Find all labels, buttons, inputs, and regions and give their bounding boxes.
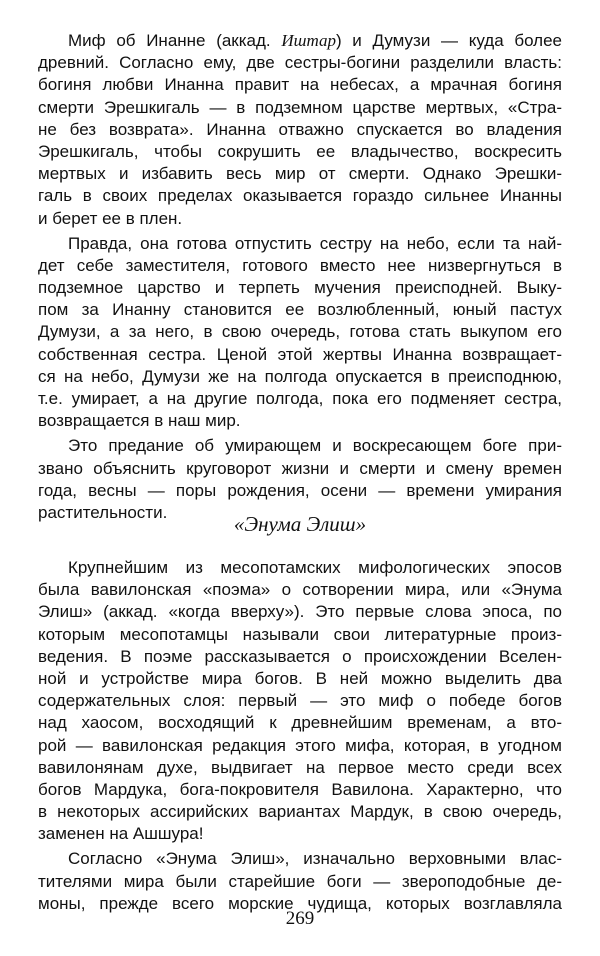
text-line: возвращается в наш мир. xyxy=(38,411,241,431)
text-line: содержательных слоя: первый — это миф о победе богов xyxy=(38,691,562,711)
text-line: заменен на Ашшура! xyxy=(38,824,204,844)
paragraph xyxy=(38,30,562,230)
paragraph xyxy=(38,557,562,845)
text-line: дет себе заместителя, готового вместо нее низвергнуться в xyxy=(38,255,562,275)
text-line: ной и устройстве мира богов. В ней можно выделить два xyxy=(38,668,562,688)
text-line: года, весны — поры рождения, осени — времени умирания xyxy=(38,480,562,500)
text-line: и берет ее в плен. xyxy=(38,208,183,228)
text-line: Элиш» (аккад. «когда вверху»). Это первые слова эпоса, по xyxy=(38,602,562,622)
text-line: ся на небо, Думузи же на полгода опускается в преисподнюю, xyxy=(38,366,562,386)
paragraph xyxy=(38,848,562,915)
section-inanna xyxy=(38,30,562,524)
text-line: ведения. В поэме рассказывается о происхождении Вселен- xyxy=(38,646,562,666)
text-line: галь в своих пределах оказывается гораздо сильнее Инанны xyxy=(38,186,562,206)
text-line: богиня любви Инанна правит на небесах, а мрачная богиня xyxy=(38,75,562,95)
text-line: смерти Эрешкигаль — в подземном царстве мертвых, «Стра- xyxy=(38,97,562,117)
page-body xyxy=(38,30,562,913)
text-line: которым месопотамцы называли свои литературные произ- xyxy=(38,624,562,644)
text-line: пом за Инанну становится ее возлюбленный, юный пастух xyxy=(38,300,562,320)
text-line: Согласно «Энума Элиш», изначально верховными влас- xyxy=(68,849,562,869)
section-heading: «Энума Элиш» xyxy=(233,512,367,536)
text-line: древний. Согласно ему, две сестры-богини разделили власть: xyxy=(38,53,562,73)
text-line: звано объяснить круговорот жизни и смерти и смену времен xyxy=(38,458,562,478)
text-line: богов Мардука, бога-покровителя Вавилона. Характерно, что xyxy=(38,779,562,799)
paragraph xyxy=(38,233,562,433)
section-enuma-elish xyxy=(38,557,562,918)
text-line: была вавилонская «поэма» о сотворении мира, или «Энума xyxy=(38,580,562,600)
text-line: моны, прежде всего морские чудища, которых возглавляла xyxy=(38,893,562,913)
text-line: Миф об Инанне (аккад. Иштар) и Думузи — куда более xyxy=(68,31,562,50)
text-line: собственная сестра. Ценой этой жертвы Инанна возвращает- xyxy=(38,344,562,364)
text-line: мертвых и избавить весь мир от смерти. Однако Эрешки- xyxy=(38,164,562,184)
text-line: не без возврата». Инанна отважно спускается во владения xyxy=(38,119,562,139)
text-line: вавилонянам духе, выдвигает на первое место среди всех xyxy=(38,757,562,777)
text-line: над хаосом, восходящий к древнейшим временам, а вто- xyxy=(38,713,562,733)
italic-term: Иштар xyxy=(281,31,336,50)
text-line: т.е. умирает, а на другие полгода, пока его подменяет сестра, xyxy=(38,389,562,408)
text-line: подземное царство и терпеть мучения преисподней. Выку- xyxy=(38,278,562,298)
page-number: 269 xyxy=(285,908,315,929)
text-line: Эрешкигаль, чтобы сокрушить ее владычество, воскресить xyxy=(38,141,562,161)
text-line: растительности. xyxy=(38,502,168,522)
text-line: Правда, она готова отпустить сестру на небо, если та най- xyxy=(68,233,562,253)
text-line: Это предание об умирающем и воскресающем боге при- xyxy=(68,436,562,456)
text-line: Думузи, а за него, в свою очередь, готова стать выкупом его xyxy=(38,322,562,342)
text-line: Крупнейшим из месопотамских мифологических эпосов xyxy=(68,558,562,577)
text-line: тителями мира были старейшие боги — звероподобные де- xyxy=(38,871,562,891)
text-line: в некоторых ассирийских вариантах Мардук, в свою очередь, xyxy=(38,802,562,822)
text-line: рой — вавилонская редакция этого мифа, которая, в угодном xyxy=(38,735,562,755)
